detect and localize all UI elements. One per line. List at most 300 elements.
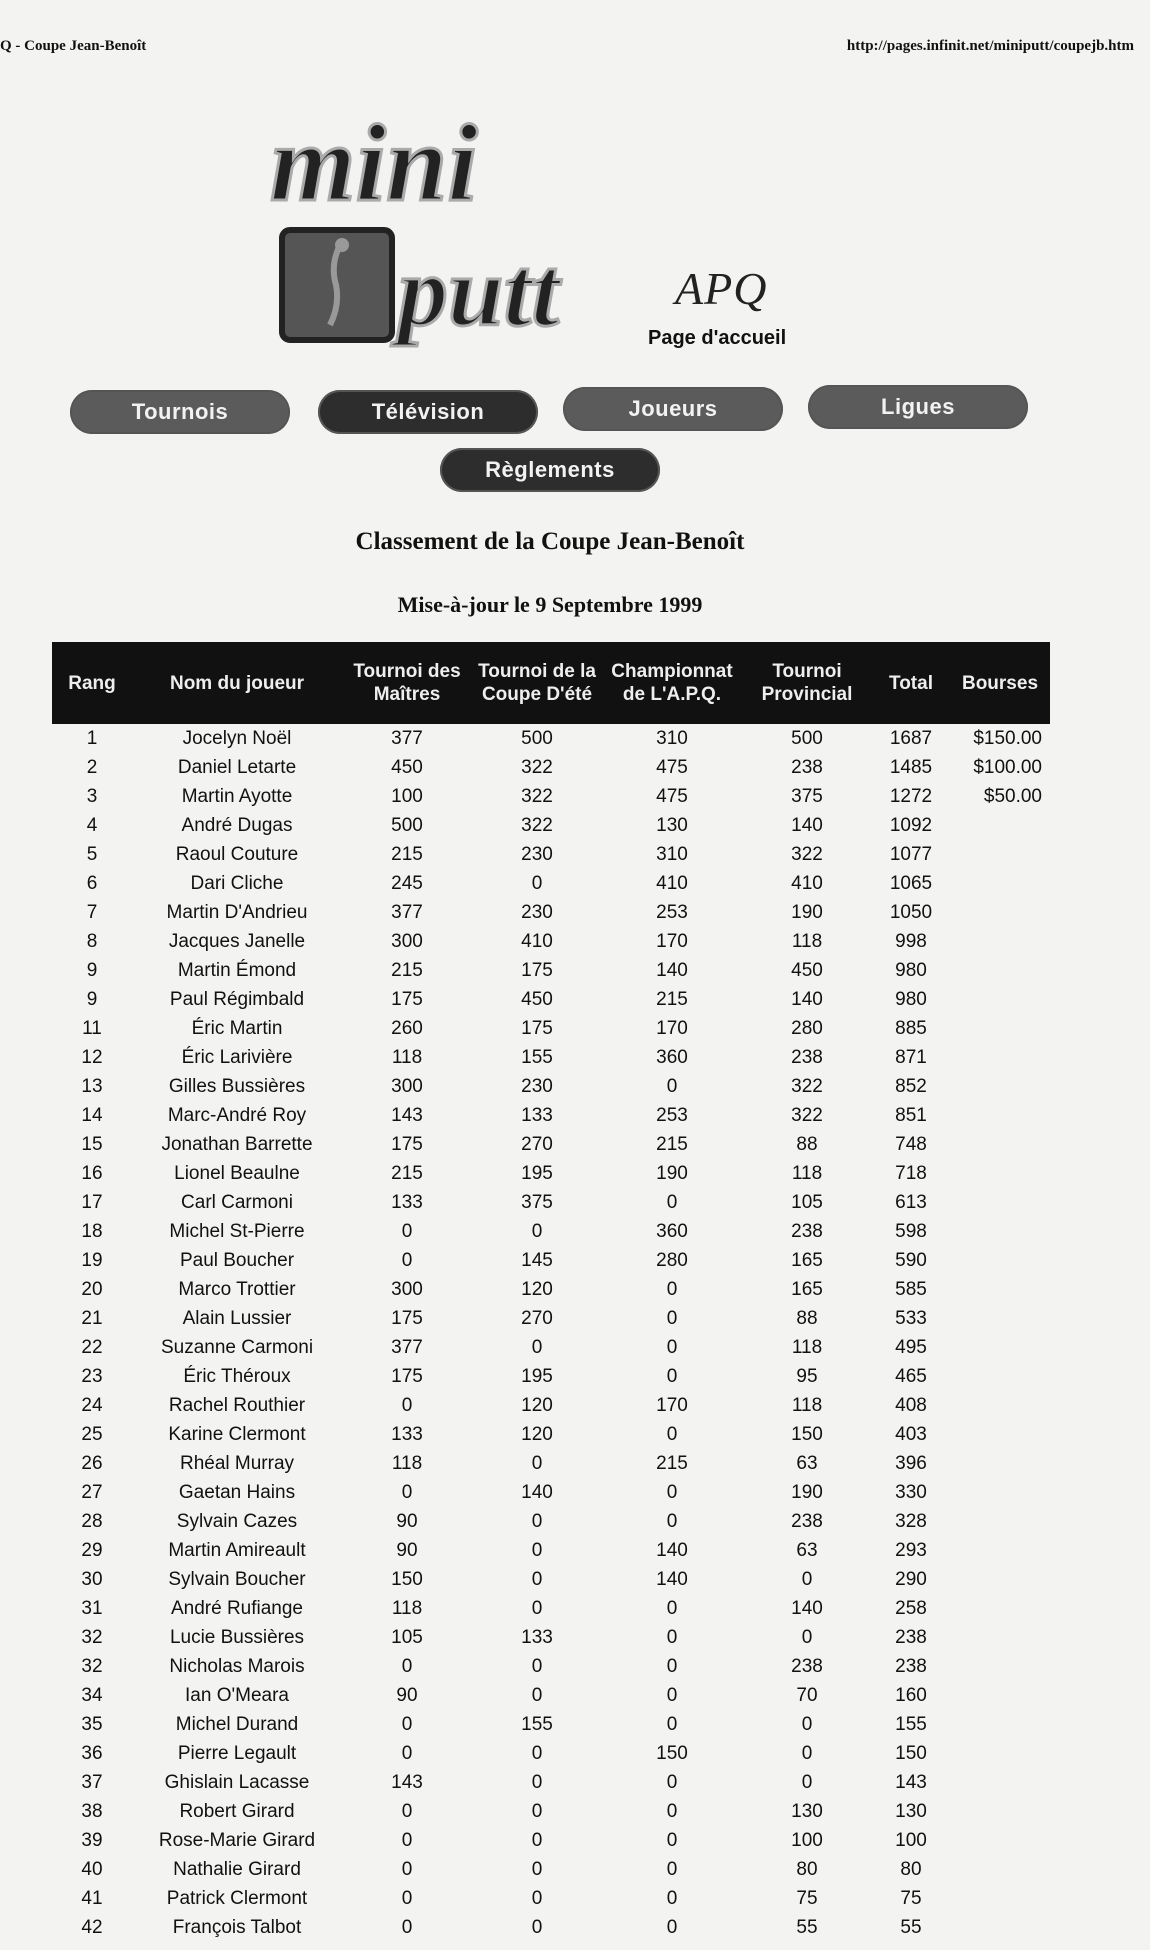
championnat-cell: 310 (656, 843, 688, 865)
provincial-cell: 140 (791, 1597, 823, 1619)
total-cell: 55 (900, 1916, 922, 1938)
bourses-cell (950, 1188, 1050, 1217)
table-row (52, 1797, 1050, 1826)
coupe-ete-cell: 0 (531, 1655, 543, 1677)
player-name-cell: Rachel Routhier (168, 1394, 306, 1416)
provincial-cell: 375 (791, 785, 823, 807)
col-coupe-ete: Tournoi de la Coupe D'été (478, 661, 596, 705)
coupe-ete-cell: 0 (531, 1220, 543, 1242)
player-name-cell: Carl Carmoni (181, 1191, 293, 1213)
bourses-cell (950, 1884, 1050, 1913)
championnat-cell: 0 (666, 1829, 678, 1851)
col-rang: Rang (68, 672, 116, 694)
total-cell: 1077 (889, 843, 933, 865)
maitres-cell: 118 (391, 1597, 423, 1619)
bourses-cell (950, 1739, 1050, 1768)
bourses-cell (950, 1710, 1050, 1739)
table-row (52, 1275, 1050, 1304)
rank-cell: 39 (81, 1829, 103, 1851)
championnat-cell: 170 (656, 1394, 688, 1416)
bourses-cell (950, 1565, 1050, 1594)
provincial-cell: 55 (796, 1916, 818, 1938)
rank-cell: 20 (81, 1278, 103, 1300)
provincial-cell: 238 (791, 756, 823, 778)
total-cell: 585 (895, 1278, 927, 1300)
player-name-cell: Gilles Bussières (168, 1075, 306, 1097)
championnat-cell: 280 (656, 1249, 688, 1271)
bourses-cell (950, 927, 1050, 956)
total-cell: 150 (895, 1742, 927, 1764)
mini-putt-logo (270, 110, 630, 360)
total-cell: 1272 (889, 785, 933, 807)
total-cell: 130 (895, 1800, 927, 1822)
bourses-cell (950, 1014, 1050, 1043)
table-row (52, 1043, 1050, 1072)
championnat-cell: 0 (666, 1365, 678, 1387)
championnat-cell: 0 (666, 1075, 678, 1097)
bourses-cell: $150.00 (973, 727, 1042, 749)
table-row (52, 956, 1050, 985)
table-row (52, 1652, 1050, 1681)
table-row (52, 1101, 1050, 1130)
rank-cell: 15 (81, 1133, 103, 1155)
provincial-cell: 190 (791, 1481, 823, 1503)
table-row (52, 1420, 1050, 1449)
player-name-cell: Nathalie Girard (173, 1858, 301, 1880)
col-maitres: Tournoi des Maîtres (353, 661, 461, 705)
bourses-cell (950, 985, 1050, 1014)
total-cell: 998 (895, 930, 927, 952)
total-cell: 160 (895, 1684, 927, 1706)
bourses-cell (950, 1681, 1050, 1710)
championnat-cell: 0 (666, 1626, 678, 1648)
coupe-ete-cell: 120 (521, 1278, 553, 1300)
championnat-cell: 0 (666, 1336, 678, 1358)
maitres-cell: 90 (396, 1539, 418, 1561)
total-cell: 155 (895, 1713, 927, 1735)
player-name-cell: André Dugas (181, 814, 293, 836)
player-name-cell: Michel Durand (175, 1713, 299, 1735)
provincial-cell: 165 (791, 1278, 823, 1300)
maitres-cell: 90 (396, 1510, 418, 1532)
bourses-cell (950, 869, 1050, 898)
rank-cell: 35 (81, 1713, 103, 1735)
rank-cell: 4 (86, 814, 98, 836)
provincial-cell: 0 (801, 1713, 813, 1735)
total-cell: 1065 (889, 872, 933, 894)
maitres-cell: 215 (391, 1162, 423, 1184)
print-header-title: Q - Coupe Jean-Benoît (0, 38, 147, 54)
table-row (52, 724, 1050, 753)
maitres-cell: 0 (401, 1655, 413, 1677)
coupe-ete-cell: 120 (521, 1394, 553, 1416)
player-name-cell: Michel St-Pierre (169, 1220, 305, 1242)
coupe-ete-cell: 0 (531, 1452, 543, 1474)
apq-logo: APQ (675, 263, 768, 314)
player-name-cell: Ghislain Lacasse (164, 1771, 310, 1793)
maitres-cell: 0 (401, 1858, 413, 1880)
rank-cell: 31 (81, 1597, 103, 1619)
maitres-cell: 260 (391, 1017, 423, 1039)
table-row (52, 1478, 1050, 1507)
maitres-cell: 0 (401, 1481, 413, 1503)
championnat-cell: 253 (656, 1104, 688, 1126)
bourses-cell (950, 1159, 1050, 1188)
coupe-ete-cell: 410 (521, 930, 553, 952)
total-cell: 885 (895, 1017, 927, 1039)
bourses-cell (950, 1623, 1050, 1652)
maitres-cell: 215 (391, 959, 423, 981)
rank-cell: 29 (81, 1539, 103, 1561)
maitres-cell: 300 (391, 1075, 423, 1097)
rank-cell: 16 (81, 1162, 103, 1184)
maitres-cell: 0 (401, 1713, 413, 1735)
coupe-ete-cell: 0 (531, 1684, 543, 1706)
rank-cell: 19 (81, 1249, 103, 1271)
total-cell: 238 (895, 1655, 927, 1677)
maitres-cell: 0 (401, 1249, 413, 1271)
maitres-cell: 133 (391, 1423, 423, 1445)
maitres-cell: 245 (391, 872, 423, 894)
player-name-cell: Lucie Bussières (169, 1626, 305, 1648)
table-row (52, 1739, 1050, 1768)
championnat-cell: 140 (656, 1568, 688, 1590)
rank-cell: 9 (86, 959, 98, 981)
provincial-cell: 100 (791, 1829, 823, 1851)
total-cell: 533 (895, 1307, 927, 1329)
col-championnat: Championnat de L'A.P.Q. (611, 661, 733, 705)
maitres-cell: 175 (391, 988, 423, 1010)
bourses-cell: $100.00 (973, 756, 1042, 778)
bourses-cell (950, 1913, 1050, 1942)
provincial-cell: 150 (791, 1423, 823, 1445)
provincial-cell: 88 (796, 1307, 818, 1329)
table-row (52, 898, 1050, 927)
table-row (52, 1449, 1050, 1478)
nav-tournois-button[interactable]: Tournois (70, 390, 290, 434)
rank-cell: 17 (81, 1191, 103, 1213)
provincial-cell: 70 (796, 1684, 818, 1706)
bourses-cell (950, 1768, 1050, 1797)
bourses-cell (950, 1826, 1050, 1855)
player-name-cell: Alain Lussier (182, 1307, 292, 1329)
championnat-cell: 0 (666, 1887, 678, 1909)
championnat-cell: 0 (666, 1916, 678, 1938)
provincial-cell: 190 (791, 901, 823, 923)
table-row (52, 1855, 1050, 1884)
player-name-cell: Éric Martin (191, 1017, 283, 1039)
maitres-cell: 105 (391, 1626, 423, 1648)
total-cell: 258 (895, 1597, 927, 1619)
championnat-cell: 0 (666, 1191, 678, 1213)
table-row (52, 1565, 1050, 1594)
coupe-ete-cell: 375 (521, 1191, 553, 1213)
maitres-cell: 118 (391, 1046, 423, 1068)
rank-cell: 30 (81, 1568, 103, 1590)
coupe-ete-cell: 120 (521, 1423, 553, 1445)
logo-putt-text: putt (398, 236, 560, 347)
bourses-cell (950, 1855, 1050, 1884)
maitres-cell: 0 (401, 1800, 413, 1822)
provincial-cell: 140 (791, 988, 823, 1010)
maitres-cell: 0 (401, 1887, 413, 1909)
provincial-cell: 322 (791, 1104, 823, 1126)
maitres-cell: 450 (391, 756, 423, 778)
maitres-cell: 118 (391, 1452, 423, 1474)
rank-cell: 28 (81, 1510, 103, 1532)
total-cell: 871 (895, 1046, 927, 1068)
total-cell: 852 (895, 1075, 927, 1097)
total-cell: 293 (895, 1539, 927, 1561)
rank-cell: 41 (81, 1887, 103, 1909)
total-cell: 1050 (889, 901, 933, 923)
maitres-cell: 500 (391, 814, 423, 836)
coupe-ete-cell: 133 (521, 1104, 553, 1126)
total-cell: 290 (895, 1568, 927, 1590)
player-name-cell: Suzanne Carmoni (160, 1336, 314, 1358)
championnat-cell: 0 (666, 1713, 678, 1735)
bourses-cell (950, 811, 1050, 840)
maitres-cell: 377 (391, 1336, 423, 1358)
rank-cell: 6 (86, 872, 98, 894)
player-name-cell: François Talbot (172, 1916, 302, 1938)
championnat-cell: 0 (666, 1684, 678, 1706)
coupe-ete-cell: 175 (521, 959, 553, 981)
player-name-cell: Martin Amireault (168, 1539, 306, 1561)
player-name-cell: Karine Clermont (168, 1423, 306, 1445)
ranking-table (52, 642, 1050, 1942)
player-name-cell: Éric Larivière (181, 1046, 293, 1068)
provincial-cell: 238 (791, 1046, 823, 1068)
coupe-ete-cell: 230 (521, 1075, 553, 1097)
coupe-ete-cell: 0 (531, 1539, 543, 1561)
table-row (52, 1536, 1050, 1565)
home-link[interactable]: Page d'accueil (648, 327, 787, 349)
rank-cell: 37 (81, 1771, 103, 1793)
maitres-cell: 0 (401, 1742, 413, 1764)
total-cell: 408 (895, 1394, 927, 1416)
player-name-cell: Sylvain Boucher (168, 1568, 306, 1590)
rank-cell: 23 (81, 1365, 103, 1387)
page-title: Classement de la Coupe Jean-Benoît (355, 528, 745, 555)
rank-cell: 25 (81, 1423, 103, 1445)
coupe-ete-cell: 0 (531, 1742, 543, 1764)
total-cell: 396 (895, 1452, 927, 1474)
player-name-cell: Paul Régimbald (169, 988, 305, 1010)
rank-cell: 38 (81, 1800, 103, 1822)
coupe-ete-cell: 0 (531, 1916, 543, 1938)
rank-cell: 21 (81, 1307, 103, 1329)
maitres-cell: 143 (391, 1104, 423, 1126)
championnat-cell: 360 (656, 1046, 688, 1068)
championnat-cell: 253 (656, 901, 688, 923)
championnat-cell: 170 (656, 930, 688, 952)
provincial-cell: 238 (791, 1220, 823, 1242)
provincial-cell: 118 (791, 930, 823, 952)
championnat-cell: 410 (656, 872, 688, 894)
total-cell: 238 (895, 1626, 927, 1648)
rank-cell: 7 (86, 901, 98, 923)
coupe-ete-cell: 0 (531, 1800, 543, 1822)
player-name-cell: Jacques Janelle (168, 930, 306, 952)
table-row (52, 1188, 1050, 1217)
coupe-ete-cell: 230 (521, 843, 553, 865)
rank-cell: 22 (81, 1336, 103, 1358)
maitres-cell: 0 (401, 1829, 413, 1851)
coupe-ete-cell: 175 (521, 1017, 553, 1039)
total-cell: 1092 (889, 814, 933, 836)
print-header-url[interactable]: http://pages.infinit.net/miniputt/coupejb.htm (846, 38, 1134, 54)
nav-television-button[interactable]: Télévision (318, 390, 538, 434)
coupe-ete-cell: 155 (521, 1713, 553, 1735)
table-row (52, 782, 1050, 811)
apq-block (640, 262, 820, 362)
total-cell: 980 (895, 988, 927, 1010)
player-name-cell: Raoul Couture (175, 843, 299, 865)
player-name-cell: Paul Boucher (179, 1249, 295, 1271)
total-cell: 465 (895, 1365, 927, 1387)
provincial-cell: 0 (801, 1742, 813, 1764)
total-cell: 1687 (889, 727, 933, 749)
table-row (52, 1304, 1050, 1333)
bourses-cell (950, 898, 1050, 927)
col-nom: Nom du joueur (169, 672, 305, 694)
player-name-cell: Jocelyn Noël (182, 727, 292, 749)
provincial-cell: 165 (791, 1249, 823, 1271)
provincial-cell: 95 (796, 1365, 818, 1387)
championnat-cell: 0 (666, 1771, 678, 1793)
nav-reglements-button[interactable]: Règlements (440, 448, 660, 492)
total-cell: 80 (900, 1858, 922, 1880)
total-cell: 143 (895, 1771, 927, 1793)
player-name-cell: Dari Cliche (190, 872, 284, 894)
rank-cell: 12 (81, 1046, 103, 1068)
championnat-cell: 0 (666, 1423, 678, 1445)
table-row (52, 1362, 1050, 1391)
nav-ligues-button[interactable]: Ligues (808, 385, 1028, 429)
championnat-cell: 0 (666, 1800, 678, 1822)
coupe-ete-cell: 500 (521, 727, 553, 749)
table-row (52, 840, 1050, 869)
maitres-cell: 300 (391, 1278, 423, 1300)
maitres-cell: 215 (391, 843, 423, 865)
table-row (52, 1623, 1050, 1652)
rank-cell: 2 (86, 756, 98, 778)
provincial-cell: 0 (801, 1771, 813, 1793)
player-name-cell: Martin Ayotte (181, 785, 293, 807)
rank-cell: 24 (81, 1394, 103, 1416)
rank-cell: 13 (81, 1075, 103, 1097)
provincial-cell: 75 (796, 1887, 818, 1909)
provincial-cell: 63 (796, 1539, 818, 1561)
coupe-ete-cell: 0 (531, 1510, 543, 1532)
player-name-cell: Marc-André Roy (167, 1104, 307, 1126)
maitres-cell: 0 (401, 1916, 413, 1938)
table-row (52, 1681, 1050, 1710)
player-name-cell: Ian O'Meara (185, 1684, 289, 1706)
table-row (52, 1130, 1050, 1159)
championnat-cell: 310 (656, 727, 688, 749)
table-row (52, 1884, 1050, 1913)
player-name-cell: Daniel Letarte (177, 756, 297, 778)
rank-cell: 14 (81, 1104, 103, 1126)
table-header-row (52, 642, 1050, 724)
championnat-cell: 475 (656, 756, 688, 778)
coupe-ete-cell: 230 (521, 901, 553, 923)
provincial-cell: 238 (791, 1510, 823, 1532)
bourses-cell (950, 1246, 1050, 1275)
table-row (52, 869, 1050, 898)
table-row (52, 1246, 1050, 1275)
rank-cell: 26 (81, 1452, 103, 1474)
provincial-cell: 105 (791, 1191, 823, 1213)
rank-cell: 18 (81, 1220, 103, 1242)
coupe-ete-cell: 0 (531, 1568, 543, 1590)
coupe-ete-cell: 322 (521, 785, 553, 807)
player-name-cell: Martin Émond (177, 959, 297, 981)
bourses-cell (950, 1275, 1050, 1304)
player-name-cell: Robert Girard (179, 1800, 295, 1822)
rank-cell: 40 (81, 1858, 103, 1880)
provincial-cell: 410 (791, 872, 823, 894)
total-cell: 590 (895, 1249, 927, 1271)
provincial-cell: 500 (791, 727, 823, 749)
nav-joueurs-button[interactable]: Joueurs (563, 387, 783, 431)
table-row (52, 985, 1050, 1014)
rank-cell: 36 (81, 1742, 103, 1764)
logo-mini-text: mini (270, 110, 478, 224)
championnat-cell: 0 (666, 1481, 678, 1503)
coupe-ete-cell: 133 (521, 1626, 553, 1648)
championnat-cell: 215 (656, 1452, 688, 1474)
table-row (52, 811, 1050, 840)
championnat-cell: 0 (666, 1858, 678, 1880)
table-body (52, 724, 1050, 1942)
provincial-cell: 0 (801, 1626, 813, 1648)
coupe-ete-cell: 195 (521, 1365, 553, 1387)
maitres-cell: 0 (401, 1220, 413, 1242)
table-row (52, 1826, 1050, 1855)
maitres-cell: 0 (401, 1394, 413, 1416)
maitres-cell: 175 (391, 1365, 423, 1387)
championnat-cell: 130 (656, 814, 688, 836)
player-name-cell: André Rufiange (170, 1597, 304, 1619)
mini-putt-logo-icon (270, 110, 630, 360)
col-provincial: Tournoi Provincial (761, 661, 853, 705)
bourses-cell (950, 1507, 1050, 1536)
table-row (52, 1014, 1050, 1043)
provincial-cell: 118 (791, 1336, 823, 1358)
provincial-cell: 118 (791, 1162, 823, 1184)
bourses-cell (950, 1536, 1050, 1565)
coupe-ete-cell: 140 (521, 1481, 553, 1503)
maitres-cell: 143 (391, 1771, 423, 1793)
coupe-ete-cell: 0 (531, 1829, 543, 1851)
bourses-cell: $50.00 (983, 785, 1042, 807)
rank-cell: 5 (86, 843, 98, 865)
total-cell: 75 (900, 1887, 922, 1909)
player-name-cell: Lionel Beaulne (174, 1162, 300, 1184)
provincial-cell: 322 (791, 1075, 823, 1097)
bourses-cell (950, 1478, 1050, 1507)
player-name-cell: Éric Théroux (183, 1365, 291, 1387)
player-name-cell: Marco Trottier (178, 1278, 296, 1300)
player-name-cell: Patrick Clermont (166, 1887, 308, 1909)
player-name-cell: Sylvain Cazes (176, 1510, 298, 1532)
rank-cell: 34 (81, 1684, 103, 1706)
championnat-cell: 140 (656, 1539, 688, 1561)
total-cell: 100 (895, 1829, 927, 1851)
